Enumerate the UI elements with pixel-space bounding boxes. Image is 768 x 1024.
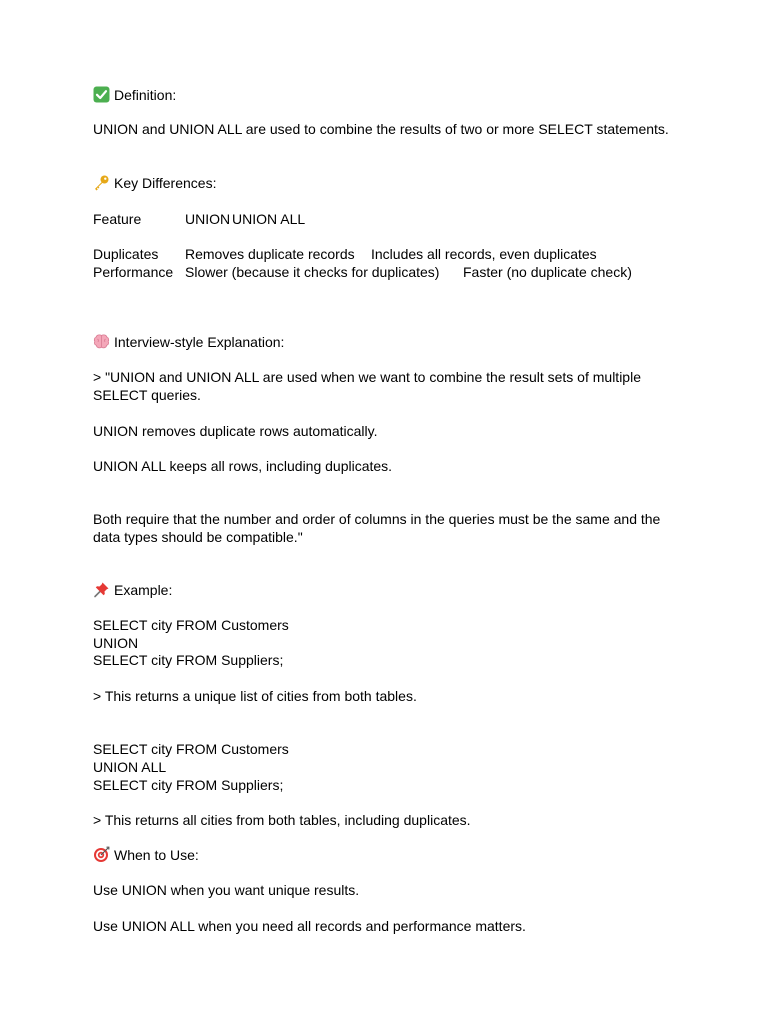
- example-heading: [93, 581, 172, 599]
- table-cell-duplicates-union-all: Includes all records, even duplicates: [371, 246, 597, 262]
- brain-icon: [93, 333, 110, 350]
- when-to-use-heading: [93, 846, 199, 864]
- table-cell-duplicates-union: Removes duplicate records: [185, 246, 355, 262]
- table-cell-performance-union-all: Faster (no duplicate check): [463, 264, 632, 280]
- target-icon: [93, 846, 110, 863]
- table-header-feature: Feature: [93, 211, 142, 227]
- table-header-union: UNION: [185, 211, 231, 227]
- example-heading-text: Example:: [114, 582, 173, 598]
- interview-union-line: UNION removes duplicate rows automatically.: [93, 423, 378, 439]
- key-icon: [93, 174, 110, 191]
- check-mark-icon: [93, 86, 110, 103]
- example-query2-line1: SELECT city FROM Customers: [93, 741, 289, 757]
- example-query2-line2: UNION ALL: [93, 759, 167, 775]
- example-note1: > This returns a unique list of cities from both tables.: [93, 688, 417, 704]
- when-to-use-heading-text: When to Use:: [114, 847, 199, 863]
- example-query2-line3: SELECT city FROM Suppliers;: [93, 777, 284, 793]
- definition-text: UNION and UNION ALL are used to combine the results of two or more SELECT statements.: [93, 121, 669, 137]
- interview-heading: [93, 333, 284, 351]
- pushpin-icon: [93, 581, 110, 598]
- definition-heading: [93, 86, 176, 104]
- example-query1-line1: SELECT city FROM Customers: [93, 617, 289, 633]
- table-cell-duplicates-feature: Duplicates: [93, 246, 159, 262]
- example-query1-line2: UNION: [93, 635, 139, 651]
- interview-heading-text: Interview-style Explanation:: [114, 334, 285, 350]
- table-header-union-all: UNION ALL: [232, 211, 306, 227]
- interview-requirement: Both require that the number and order of columns in the queries must be the same and the data types should be compatible.": [93, 511, 661, 545]
- definition-heading-text: Definition:: [114, 87, 177, 103]
- table-cell-performance-union: Slower (because it checks for duplicates): [185, 264, 440, 280]
- example-note2: > This returns all cities from both tables, including duplicates.: [93, 812, 471, 828]
- when-to-use-line1: Use UNION when you want unique results.: [93, 882, 360, 898]
- interview-union-all-line: UNION ALL keeps all rows, including duplicates.: [93, 458, 393, 474]
- key-differences-heading: [93, 174, 216, 192]
- key-differences-heading-text: Key Differences:: [114, 175, 217, 191]
- when-to-use-line2: Use UNION ALL when you need all records and performance matters.: [93, 918, 526, 934]
- table-cell-performance-feature: Performance: [93, 264, 174, 280]
- interview-quote: > "UNION and UNION ALL are used when we want to combine the result sets of multiple SELECT queries.: [93, 369, 641, 403]
- example-query1-line3: SELECT city FROM Suppliers;: [93, 652, 284, 668]
